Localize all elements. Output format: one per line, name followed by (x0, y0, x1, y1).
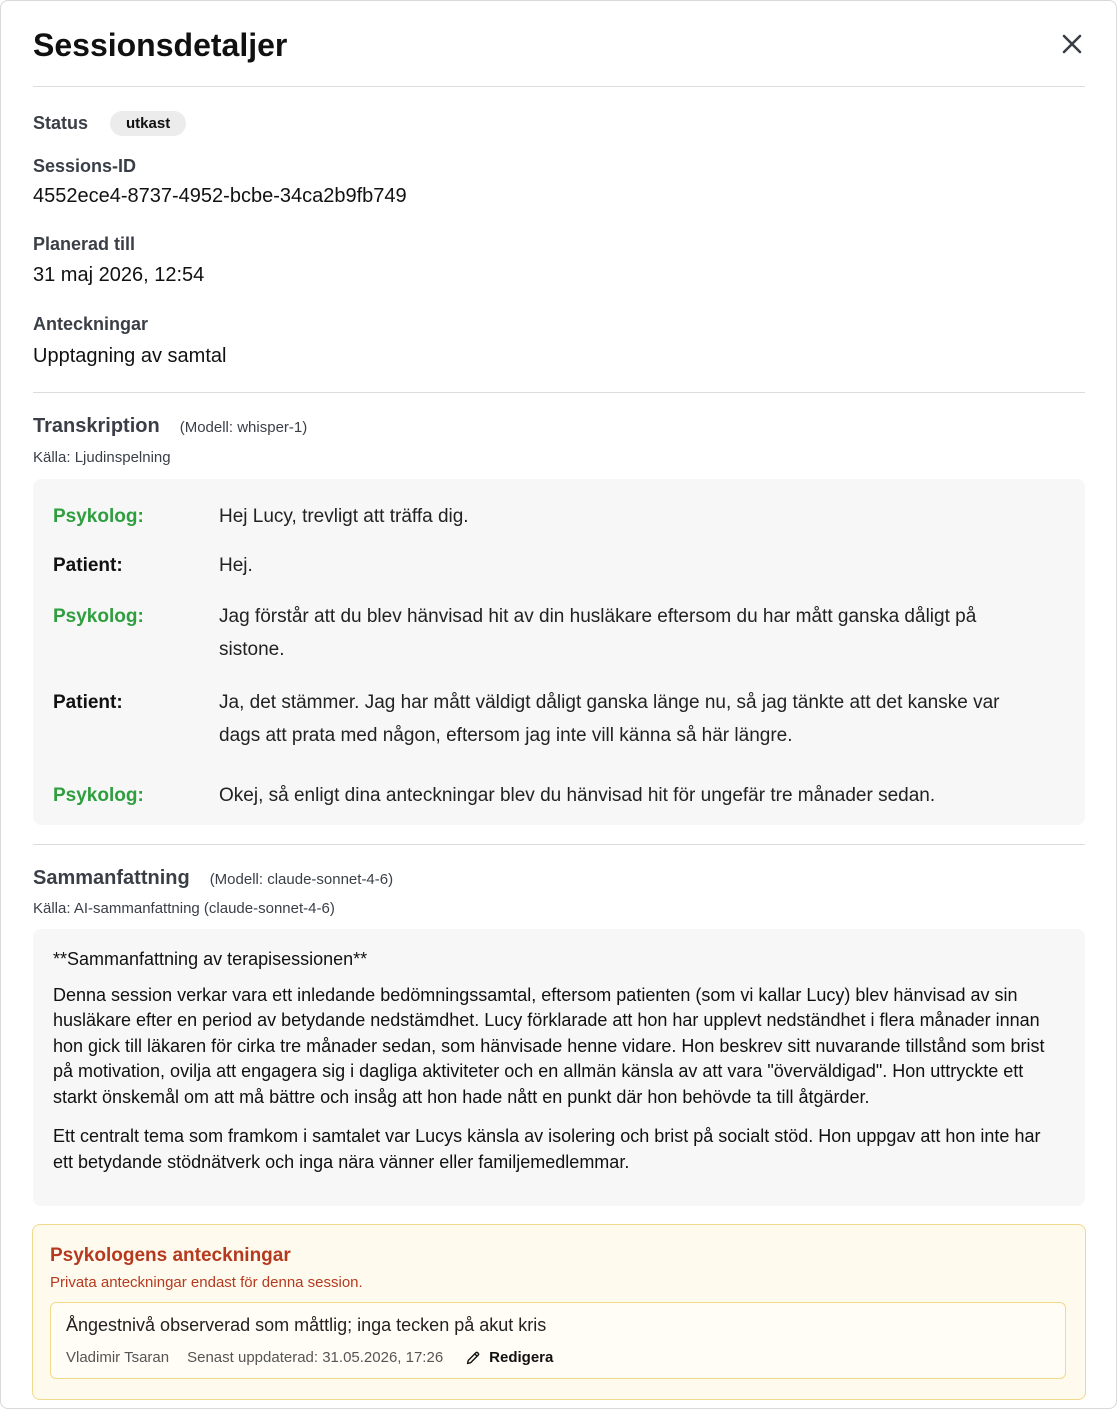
speaker-label: Patient: (53, 692, 123, 713)
edit-label: Redigera (489, 1349, 554, 1366)
notes-subtitle: Privata anteckningar endast för denna session. (50, 1274, 363, 1291)
utterance: Okej, så enligt dina anteckningar blev du hänvisad hit för ungefär tre månader sedan. (219, 785, 936, 806)
utterance: Ja, det stämmer. Jag har mått väldigt dåligt ganska länge nu, så jag tänkte att det kanske var dags att prata med någon, eftersom jag inte vill känna så här längre. (219, 692, 1000, 746)
note-meta (66, 1349, 553, 1366)
summary-heading: **Sammanfattning av terapisessionen** (53, 949, 368, 969)
notes-value: Upptagning av samtal (33, 345, 227, 367)
session-id-label: Sessions-ID (33, 156, 137, 176)
divider (33, 392, 1085, 393)
utterance: Hej Lucy, trevligt att träffa dig. (219, 506, 469, 527)
summary-model: (Modell: claude-sonnet-4-6) (209, 871, 394, 888)
transcript-box (33, 479, 1085, 825)
note-updated: Senast uppdaterad: 31.05.2026, 17:26 (187, 1349, 444, 1366)
notes-label: Anteckningar (33, 314, 149, 334)
scheduled-label: Planerad till (33, 234, 136, 254)
transcription-source: Källa: Ljudinspelning (33, 449, 171, 466)
session-id-value: 4552ece4-8737-4952-bcbe-34ca2b9fb749 (33, 185, 407, 207)
note-card (50, 1302, 1066, 1379)
status-badge: utkast (110, 111, 186, 136)
close-button[interactable] (1059, 31, 1085, 57)
psychologist-notes-panel (32, 1224, 1086, 1400)
close-icon (1059, 31, 1085, 57)
summary-title: Sammanfattning (33, 867, 190, 889)
status-row (33, 109, 186, 137)
transcription-title: Transkription (33, 415, 160, 437)
summary-source: Källa: AI-sammanfattning (claude-sonnet-4-6) (33, 900, 335, 917)
speaker-label: Psykolog: (53, 506, 144, 527)
transcription-header (33, 415, 307, 438)
summary-paragraph: Ett centralt tema som framkom i samtalet var Lucys känsla av isolering och brist på socialt stöd. Hon uppgav att hon inte har ett betydande stödnätverk och inga nära vänner eller familjemedlemmar. (53, 1126, 1041, 1172)
status-label: Status (33, 112, 89, 133)
pencil-icon (465, 1350, 481, 1366)
summary-box (33, 929, 1085, 1206)
speaker-label: Psykolog: (53, 606, 144, 627)
note-text: Ångestnivå observerad som måttlig; inga tecken på akut kris (66, 1315, 547, 1335)
summary-paragraph: Denna session verkar vara ett inledande bedömningssamtal, eftersom patienten (som vi kallar Lucy) blev hänvisad av sin husläkare efter en period av betydande nedstämdhet. Lucy förklarade att hon har upplevt nedständhet i flera månader innan hon gick till läkaren för cirka tre månader sedan, som hänvisade henne vidare. Hon beskrev sitt nuvarande tillstånd som brist på motivation, ovilja att engagera sig i dagliga aktiviteter och en allmän känsla av att vara "överväldigad". Hon uttryckte ett starkt önskemål om att må bättre och insåg att hon hade nått en punkt där hon behövde ta till åtgärder. (53, 984, 1045, 1107)
utterance: Jag förstår att du blev hänvisad hit av din husläkare eftersom du har mått ganska dåligt på sistone. (219, 606, 977, 660)
scheduled-value: 31 maj 2026, 12:54 (33, 264, 205, 286)
notes-title: Psykologens anteckningar (50, 1245, 291, 1266)
divider (33, 844, 1085, 845)
summary-header (33, 867, 393, 890)
speaker-label: Psykolog: (53, 785, 144, 806)
modal-header (33, 25, 1085, 87)
note-author: Vladimir Tsaran (66, 1349, 170, 1366)
speaker-label: Patient: (53, 555, 123, 576)
edit-button[interactable] (465, 1349, 553, 1366)
transcription-model: (Modell: whisper-1) (179, 419, 308, 436)
page-title: Sessionsdetaljer (33, 27, 288, 63)
utterance: Hej. (219, 555, 253, 576)
